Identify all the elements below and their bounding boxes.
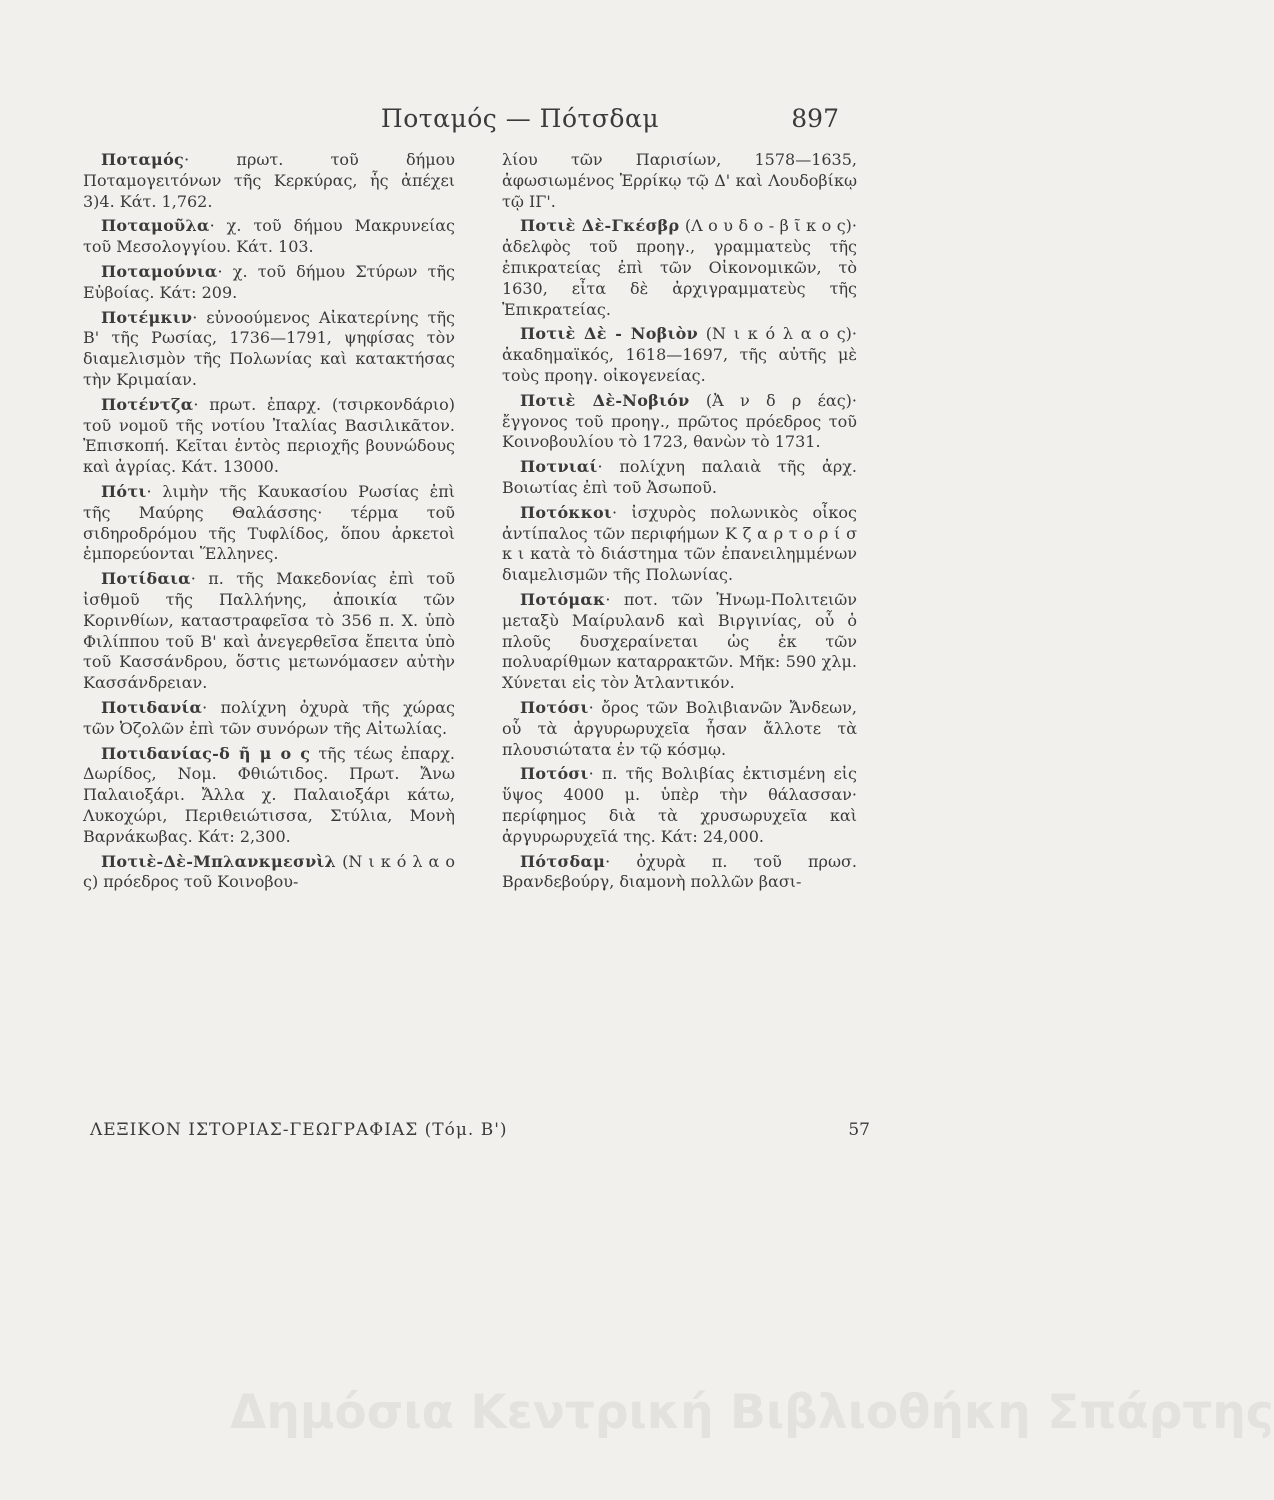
entry-headword: Ποτίδαια	[101, 569, 191, 589]
dictionary-entry: Πότσδαμ· ὀχυρὰ π. τοῦ πρωσ. Βρανδεβούργ, διαμονὴ πολλῶν βασι-	[502, 851, 857, 892]
dictionary-entry	[502, 391, 857, 453]
entry-headword: Ποταμούνια	[101, 261, 218, 281]
entry-headword: Ποταμοῦλα	[101, 216, 210, 236]
page-header	[0, 104, 1037, 144]
entry-headword: Ποτόσι	[520, 697, 589, 717]
entry-headword: Ποτόμακ	[520, 589, 606, 609]
entry-headword: Ποτιὲ-Δὲ-Μπλανκμεσνὶλ	[101, 851, 337, 871]
entry-text: ὀχυρὰ π. τοῦ πρωσ. Βρανδεβούργ, διαμονὴ πολλῶν βασι-	[502, 851, 857, 892]
dictionary-entry: Ποταμός· πρωτ. τοῦ δήμου Ποταμογειτόνων τῆς Κερκύρας, ἧς ἀπέχει 3)4. Κάτ. 1,762.	[83, 150, 455, 211]
entry-text: ποτ. τῶν Ἡνωμ-Πολιτειῶν μεταξὺ Μαίρυλανδ καὶ Βιργινίας, οὗ ὁ πλοῦς δυσχεραίνεται ὡς ἐκ τῶν πολυαρίθμων καταρρακτῶν. Μῆκ: 590 χλμ. Χύνεται εἰς τὸν Ἀτλαντικόν.	[502, 589, 858, 693]
entry-text: ὄρος τῶν Βολιβιανῶν Ἄνδεων, οὗ τὰ ἀργυρωρυχεῖα ἦσαν ἄλλοτε τὰ πλουσιώτατα ἐν τῷ κόσμῳ.	[502, 697, 857, 759]
entry-headword: Ποτόσι	[520, 764, 589, 784]
entry-text: ἰσχυρὸς πολωνικὸς οἶκος ἀντίπαλος τῶν περιφήμων Κ ζ α ρ τ ο ρ ί σ κ ι κατὰ τὸ διάστημα τῶν ἐπανειλημμένων διαμελισμῶν τῆς Πολωνίας.	[502, 502, 858, 585]
dictionary-entry: Πότι· λιμὴν τῆς Καυκασίου Ρωσίας ἐπὶ τῆς Μαύρης Θαλάσσης· τέρμα τοῦ σιδηροδρόμου τῆς Τυφλίδος, ὅπου ἀρκετοὶ ἐμπορεύονται Ἕλληνες.	[83, 481, 456, 564]
dictionary-entry: Ποτόσι· ὄρος τῶν Βολιβιανῶν Ἄνδεων, οὗ τὰ ἀργυρωρυχεῖα ἦσαν ἄλλοτε τὰ πλουσιώτατα ἐν τῷ κόσμῳ.	[502, 697, 857, 759]
entry-headword: Ποταμός	[101, 150, 185, 169]
page-number: 897	[791, 104, 839, 133]
entry-headword: Ποτέμκιν	[101, 307, 193, 327]
dictionary-entry: Ποτιδανία· πολίχνη ὀχυρὰ τῆς χώρας τῶν Ὀζολῶν ἐπὶ τῶν συνόρων τῆς Αἰτωλίας.	[83, 697, 456, 738]
entry-text: (Ἀ ν δ ρ έας)· ἔγγονος τοῦ προηγ., πρῶτος πρόεδρος τοῦ Κοινοβουλίου τὸ 1723, θανὼν τὸ 1731.	[502, 390, 857, 452]
entry-text: εὐνοούμενος Αἰκατερίνης τῆς Β' τῆς Ρωσίας, 1736—1791, ψηφίσας τὸν διαμελισμὸν τῆς Πολωνίας καὶ κατακτήσας τὴν Κριμαίαν.	[83, 307, 456, 389]
entry-text: χ. τοῦ δήμου Μακρυνείας τοῦ Μεσολογγίου. Κάτ. 103.	[83, 216, 456, 257]
entry-headword: Πότσδαμ	[520, 851, 606, 871]
book-title-signature: ΛΕΞΙΚΟΝ ΙΣΤΟΡΙΑΣ-ΓΕΩΓΡΑΦΙΑΣ (Τόμ. Β')	[90, 1120, 508, 1140]
entry-headword: Πότι	[101, 481, 147, 501]
dictionary-entry	[83, 852, 455, 894]
entry-text: π. τῆς Μακεδονίας ἐπὶ τοῦ ἰσθμοῦ τῆς Παλλήνης, ἀποικία τῶν Κορινθίων, καταστραφεῖσα τὸ 356 π. Χ. ὑπὸ Φιλίππου τοῦ Β' καὶ ἀνεγερθεῖσα ἔπειτα ὑπὸ τοῦ Κασσάνδρου, ὅστις μετωνόμασεν αὐτὴν Κασσάνδρειαν.	[83, 569, 456, 693]
dictionary-entry: Ποτέμκιν· εὐνοούμενος Αἰκατερίνης τῆς Β' τῆς Ρωσίας, 1736—1791, ψηφίσας τὸν διαμελισμὸν τῆς Πολωνίας καὶ κατακτήσας τὴν Κριμαίαν.	[83, 307, 456, 389]
entry-text: (Ν ι κ ό λ α ο ς) πρόεδρος τοῦ Κοινοβου-	[83, 851, 455, 892]
dictionary-entry-continued	[502, 150, 857, 212]
right-column	[502, 150, 857, 897]
entry-headword: Ποτόκκοι	[520, 502, 613, 522]
dictionary-entry: Ποτίδαια· π. τῆς Μακεδονίας ἐπὶ τοῦ ἰσθμοῦ τῆς Παλλήνης, ἀποικία τῶν Κορινθίων, καταστραφεῖσα τὸ 356 π. Χ. ὑπὸ Φιλίππου τοῦ Β' καὶ ἀνεγερθεῖσα ἔπειτα ὑπὸ τοῦ Κασσάνδρου, ὅστις μετωνόμασεν αὐτὴν Κασσάνδρειαν.	[83, 569, 456, 693]
entry-headword: Ποτιὲ Δὲ-Γκέσβρ	[520, 216, 680, 236]
entry-text: (Λ ο υ δ ο - β ῖ κ ο ς)· ἀδελφὸς τοῦ προηγ., γραμματεὺς τῆς ἐπικρατείας ἐπὶ τῶν Οἰκονομικῶν, τὸ 1630, εἶτα δὲ ἀρχιγραμματεὺς τῆς Ἐπικρατείας.	[502, 216, 857, 319]
dictionary-entry: Ποτόμακ· ποτ. τῶν Ἡνωμ-Πολιτειῶν μεταξὺ Μαίρυλανδ καὶ Βιργινίας, οὗ ὁ πλοῦς δυσχεραίνεται ὡς ἐκ τῶν πολυαρίθμων καταρρακτῶν. Μῆκ: 590 χλμ. Χύνεται εἰς τὸν Ἀτλαντικόν.	[502, 589, 858, 693]
entry-headword: Ποτιδανία	[101, 697, 203, 717]
entry-text: πολίχνη παλαιὰ τῆς ἀρχ. Βοιωτίας ἐπὶ τοῦ Ἀσωποῦ.	[502, 457, 858, 497]
entry-text: λιμὴν τῆς Καυκασίου Ρωσίας ἐπὶ τῆς Μαύρης Θαλάσσης· τέρμα τοῦ σιδηροδρόμου τῆς Τυφλίδος, ὅπου ἀρκετοὶ ἐμπορεύονται Ἕλληνες.	[83, 481, 456, 564]
entry-text: χ. τοῦ δήμου Στύρων τῆς Εὐβοίας. Κάτ: 209.	[83, 261, 455, 302]
entry-headword: Ποτιὲ Δὲ-Νοβιόν	[520, 390, 690, 410]
entry-text: πρωτ. ἐπαρχ. (τσιρκονδάριο) τοῦ νομοῦ τῆς νοτίου Ἰταλίας Βασιλικᾶτον. Ἐπισκοπή. Κεῖται ἐντὸς περιοχῆς βουνώδους καὶ ἀγρίας. Κάτ. 13000.	[83, 394, 456, 477]
left-column	[83, 150, 455, 897]
running-head: Ποταμός — Πότσδαμ	[380, 104, 660, 133]
dictionary-entry: Ποταμοῦλα· χ. τοῦ δήμου Μακρυνείας τοῦ Μεσολογγίου. Κάτ. 103.	[83, 216, 456, 257]
dictionary-entry: Ποταμούνια· χ. τοῦ δήμου Στύρων τῆς Εὐβοίας. Κάτ: 209.	[83, 261, 455, 302]
dictionary-entry	[502, 324, 857, 386]
dictionary-entry	[83, 744, 455, 848]
dictionary-entry: Ποτέντζα· πρωτ. ἐπαρχ. (τσιρκονδάριο) τοῦ νομοῦ τῆς νοτίου Ἰταλίας Βασιλικᾶτον. Ἐπισκοπή. Κεῖται ἐντὸς περιοχῆς βουνώδους καὶ ἀγρίας. Κάτ. 13000.	[83, 394, 456, 477]
entry-headword: Ποτνιαί	[520, 457, 598, 477]
entry-text: πολίχνη ὀχυρὰ τῆς χώρας τῶν Ὀζολῶν ἐπὶ τῶν συνόρων τῆς Αἰτωλίας.	[83, 697, 456, 738]
entry-text: (Ν ι κ ό λ α ο ς)· ἀκαδημαϊκός, 1618—1697, τῆς αὐτῆς μὲ τοὺς προηγ. οἰκογενείας.	[502, 324, 858, 385]
entry-text: λίου τῶν Παρισίων, 1578—1635, ἀφωσιωμένος Ἑρρίκῳ τῷ Δ' καὶ Λουδοβίκῳ τῷ ΙΓ'.	[502, 150, 857, 211]
entry-headword: Ποτιὲ Δὲ - Νοβιὸν	[520, 324, 699, 344]
entry-text: τῆς τέως ἐπαρχ. Δωρίδος, Νομ. Φθιώτιδος. Πρωτ. Ἄνω Παλαιοξάρι. Ἄλλα χ. Παλαιοξάρι κάτω, Λυκοχώρι, Περιθειώτισσα, Στύλια, Μονὴ Βαρνάκωβας. Κάτ: 2,300.	[83, 743, 455, 846]
dictionary-entry	[502, 216, 857, 320]
dictionary-entry: Ποτόσι· π. τῆς Βολιβίας ἐκτισμένη εἰς ὕψος 4000 μ. ὑπὲρ τὴν θάλασσαν· περίφημος διὰ τὰ χρυσωρυχεῖα καὶ ἀργυρωρυχεῖά της. Κάτ: 24,000.	[502, 764, 858, 846]
library-watermark: Δημόσια Κεντρική Βιβλιοθήκη Σπάρτης	[230, 1385, 1274, 1440]
page-footer	[90, 1120, 870, 1140]
dictionary-entry: Ποτόκκοι· ἰσχυρὸς πολωνικὸς οἶκος ἀντίπαλος τῶν περιφήμων Κ ζ α ρ τ ο ρ ί σ κ ι κατὰ τὸ διάστημα τῶν ἐπανειλημμένων διαμελισμῶν τῆς Πολωνίας.	[502, 502, 858, 585]
signature-number: 57	[848, 1120, 870, 1140]
entry-headword: Ποτέντζα	[101, 394, 194, 414]
entry-text: π. τῆς Βολιβίας ἐκτισμένη εἰς ὕψος 4000 μ. ὑπὲρ τὴν θάλασσαν· περίφημος διὰ τὰ χρυσωρυχεῖα καὶ ἀργυρωρυχεῖά της. Κάτ: 24,000.	[502, 764, 858, 846]
entry-headword: Ποτιδανίας-δ ῆ μ ο ς	[101, 743, 311, 763]
entry-text: πρωτ. τοῦ δήμου Ποταμογειτόνων τῆς Κερκύρας, ἧς ἀπέχει 3)4. Κάτ. 1,762.	[83, 150, 455, 211]
dictionary-entry: Ποτνιαί· πολίχνη παλαιὰ τῆς ἀρχ. Βοιωτίας ἐπὶ τοῦ Ἀσωποῦ.	[502, 457, 858, 497]
